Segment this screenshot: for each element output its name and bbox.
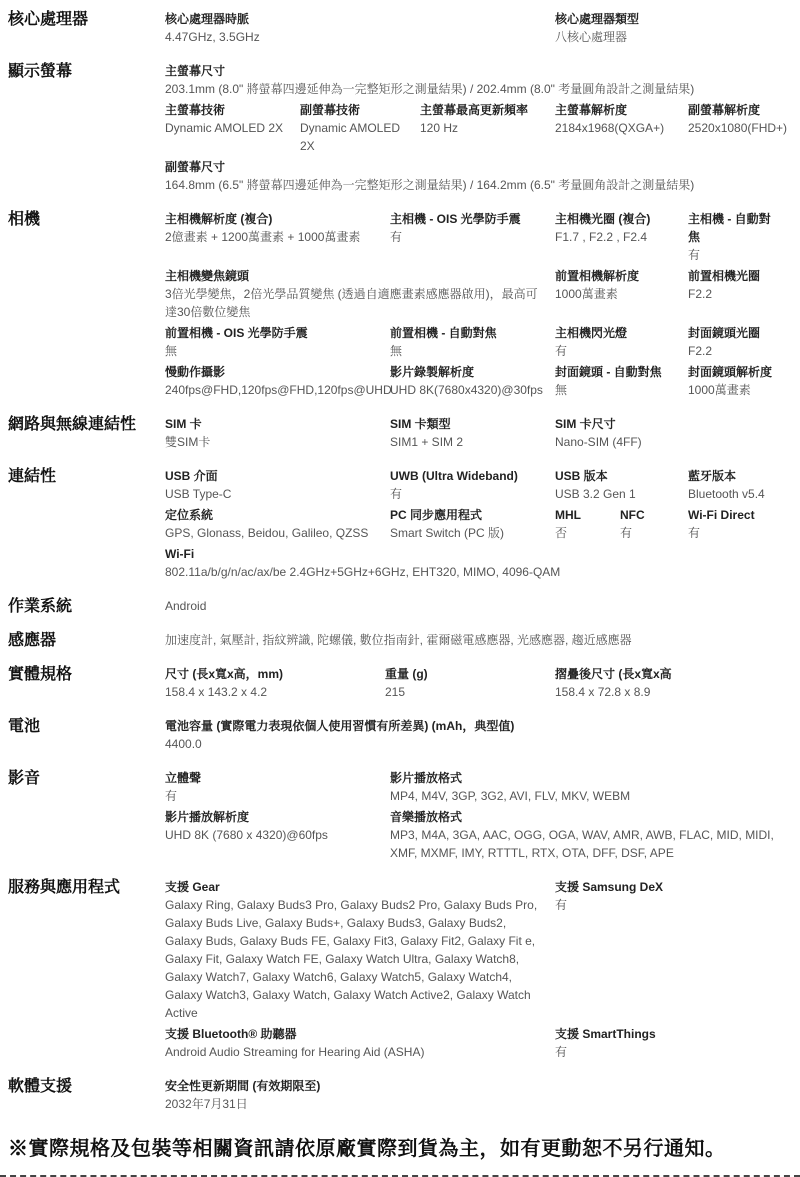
spec-value: 4.47GHz, 3.5GHz [165,30,260,44]
spec-row [165,324,792,360]
spec-label: 安全性更新期間 (有效期限至) [165,1079,321,1093]
spec-row [165,101,792,155]
spec-cell [390,769,792,805]
spec-cell [165,62,792,98]
spec-label: 主相機 - OIS 光學防手震 [390,212,521,226]
spec-value: Android [165,599,207,613]
spec-value: 有 [555,1045,568,1059]
spec-label: 主相機光圈 (複合) [555,212,651,226]
spec-cell [390,324,555,360]
spec-cell [300,101,420,155]
spec-value: F1.7 , F2.2 , F2.4 [555,230,648,244]
spec-label: 摺疊後尺寸 (長x寬x高 [555,667,672,681]
spec-cell [165,631,792,649]
spec-cell [555,267,688,303]
spec-value: 否 [555,526,568,540]
spec-value: 120 Hz [420,121,459,135]
spec-value: 有 [620,526,633,540]
spec-row [165,363,792,399]
spec-label: 核心處理器時脈 [165,12,250,26]
spec-cell [555,1025,792,1061]
spec-label: 副螢幕技術 [300,103,361,117]
spec-row [165,62,792,98]
spec-value: 加速度計, 氣壓計, 指紋辨識, 陀螺儀, 數位指南針, 霍爾磁電感應器, 光感應器, 趨近感應器 [165,633,632,647]
spec-row [165,808,792,862]
spec-cell [688,324,792,360]
section-content [165,62,792,197]
spec-value: USB Type-C [165,487,232,501]
spec-cell [165,363,390,399]
spec-label: 主相機 - 自動對焦 [688,212,771,244]
spec-section [8,467,792,584]
spec-cell [165,506,390,542]
spec-cell [390,210,555,246]
spec-label: UWB (Ultra Wideband) [390,469,518,483]
section-content [165,631,792,652]
spec-value: Dynamic AMOLED 2X [300,121,401,153]
spec-label: 封面鏡頭 - 自動對焦 [555,365,662,379]
section-content [165,1077,792,1116]
spec-cell [165,415,390,451]
spec-row [165,267,792,321]
spec-row [165,769,792,805]
spec-value: 有 [688,526,701,540]
spec-value: UHD 8K(7680x4320)@30fps [390,383,543,397]
spec-cell [555,10,792,46]
spec-label: 封面鏡頭解析度 [688,365,773,379]
spec-value: Nano-SIM (4FF) [555,435,642,449]
spec-cell [390,467,555,503]
spec-cell [390,808,792,862]
spec-value: 有 [688,248,701,262]
spec-cell [555,878,792,914]
spec-value: F2.2 [688,287,713,301]
spec-section [8,769,792,865]
spec-label: SIM 卡類型 [390,417,451,431]
spec-cell [165,324,390,360]
spec-label: 影片錄製解析度 [390,365,475,379]
spec-label: USB 版本 [555,469,608,483]
spec-label: 支援 SmartThings [555,1027,656,1041]
spec-cell [620,506,688,542]
spec-section [8,415,792,454]
spec-label: 前置相機 - 自動對焦 [390,326,497,340]
section-title: 顯示螢幕 [8,63,73,80]
spec-value: 2億畫素 + 1200萬畫素 + 1000萬畫素 [165,230,361,244]
spec-row [165,1025,792,1061]
spec-value: 有 [390,487,403,501]
spec-row [165,631,792,649]
spec-cell [688,101,792,137]
spec-cell [165,769,390,805]
spec-label: SIM 卡 [165,417,202,431]
section-title: 連結性 [8,468,57,485]
spec-value: 1000萬畫素 [555,287,618,301]
spec-label: 主相機變焦鏡頭 [165,269,250,283]
spec-label: 影片播放格式 [390,771,463,785]
spec-label: 主螢幕技術 [165,103,226,117]
spec-cell [555,506,620,542]
section-title: 作業系統 [8,598,73,615]
section-content [165,665,792,704]
spec-value: GPS, Glonass, Beidou, Galileo, QZSS [165,526,369,540]
spec-row [165,210,792,264]
spec-section [8,717,792,756]
spec-section [8,597,792,618]
spec-cell [420,101,555,137]
spec-row [165,10,792,46]
spec-label: 影片播放解析度 [165,810,250,824]
spec-value: 有 [555,344,568,358]
spec-value: 八核心處理器 [555,30,628,44]
spec-cell [165,158,792,194]
spec-cell [165,545,792,581]
section-content [165,878,792,1064]
spec-value: 有 [390,230,403,244]
spec-value: 3倍光學變焦，2倍光學品質變焦 (透過自適應畫素感應器啟用)，最高可達30倍數位變焦 [165,287,538,319]
spec-value: 203.1mm (8.0" 將螢幕四邊延伸為一完整矩形之測量結果) / 202.4mm (8.0" 考量圓角設計之測量結果) [165,82,695,96]
spec-value: Dynamic AMOLED 2X [165,121,284,135]
spec-label: 慢動作攝影 [165,365,226,379]
spec-table [8,10,792,1116]
spec-cell [390,506,555,542]
spec-value: 158.4 x 143.2 x 4.2 [165,685,268,699]
spec-section [8,878,792,1064]
spec-label: 尺寸 (長x寬x高，mm) [165,667,284,681]
spec-label: MHL [555,508,581,522]
spec-cell [555,324,688,360]
spec-row [165,717,792,753]
section-content [165,415,792,454]
spec-section [8,10,792,49]
spec-label: 定位系統 [165,508,214,522]
spec-cell [555,665,792,701]
spec-cell [555,363,688,399]
spec-cell [165,717,792,753]
spec-cell [165,597,792,615]
section-content [165,467,792,584]
spec-cell [555,210,688,246]
spec-cell [688,506,792,542]
spec-value: 無 [555,383,568,397]
spec-label: 前置相機光圈 [688,269,761,283]
spec-row [165,597,792,615]
spec-label: 封面鏡頭光圈 [688,326,761,340]
spec-value: 雙SIM卡 [165,435,211,449]
spec-cell [688,267,792,303]
spec-label: PC 同步應用程式 [390,508,483,522]
section-title: 服務與應用程式 [8,879,121,896]
spec-value: MP3, M4A, 3GA, AAC, OGG, OGA, WAV, AMR, AWB, FLAC, MID, MIDI, XMF, MXMF, IMY, RTTTL, RTX, OTA, DFF, DSF, APE [390,828,774,860]
spec-label: 電池容量 (實際電力表現依個人使用習慣有所差異) (mAh，典型值) [165,719,515,733]
spec-section [8,1077,792,1116]
disclaimer-note: ※實際規格及包裝等相關資訊請依原廠實際到貨為主，如有更動恕不另行通知。 [8,1138,726,1160]
spec-label: 前置相機 - OIS 光學防手震 [165,326,308,340]
spec-value: 2032年7月31日 [165,1097,248,1111]
spec-cell [165,878,555,1022]
spec-value: F2.2 [688,344,713,358]
spec-label: 支援 Gear [165,880,220,894]
spec-label: 主相機解析度 (複合) [165,212,273,226]
spec-label: 支援 Samsung DeX [555,880,664,894]
spec-cell [165,1025,555,1061]
spec-label: NFC [620,508,645,522]
spec-value: Android Audio Streaming for Hearing Aid (ASHA) [165,1045,425,1059]
spec-cell [385,665,555,701]
spec-row [165,506,792,542]
spec-cell [688,210,792,264]
spec-cell [165,1077,792,1113]
spec-value: 無 [165,344,178,358]
spec-label: 支援 Bluetooth® 助聽器 [165,1027,297,1041]
spec-cell [165,467,390,503]
spec-cell [688,363,792,399]
section-title: 軟體支援 [8,1078,73,1095]
spec-section [8,665,792,704]
spec-row [165,158,792,194]
spec-value: 240fps@FHD,120fps@FHD,120fps@UHD [165,383,392,397]
spec-value: Bluetooth v5.4 [688,487,765,501]
spec-value: USB 3.2 Gen 1 [555,487,636,501]
spec-value: 有 [165,789,178,803]
spec-row [165,1077,792,1113]
spec-value: 158.4 x 72.8 x 8.9 [555,685,651,699]
spec-label: Wi-Fi [165,547,195,561]
section-title: 影音 [8,770,41,787]
spec-label: 主相機閃光燈 [555,326,628,340]
spec-value: 2184x1968(QXGA+) [555,121,665,135]
spec-cell [390,363,555,399]
spec-row [165,467,792,503]
spec-value: 無 [390,344,403,358]
spec-label: 立體聲 [165,771,202,785]
spec-label: 前置相機解析度 [555,269,640,283]
section-title: 感應器 [8,632,57,649]
spec-row [165,415,792,451]
spec-value: UHD 8K (7680 x 4320)@60fps [165,828,328,842]
spec-cell [688,467,792,503]
spec-label: 核心處理器類型 [555,12,640,26]
spec-cell [555,101,688,137]
spec-value: 有 [555,898,568,912]
spec-label: 藍牙版本 [688,469,737,483]
spec-label: 主螢幕解析度 [555,103,628,117]
spec-label: 副螢幕解析度 [688,103,761,117]
spec-cell [165,10,555,46]
section-title: 電池 [8,718,41,735]
spec-value: 1000萬畫素 [688,383,751,397]
spec-label: 主螢幕尺寸 [165,64,226,78]
spec-label: 音樂播放格式 [390,810,463,824]
spec-value: Galaxy Ring, Galaxy Buds3 Pro, Galaxy Buds2 Pro, Galaxy Buds Pro, Galaxy Buds Live, Galaxy Buds+, Galaxy Buds3, Galaxy Buds2, Galaxy Buds, Galaxy Buds FE, Galaxy Fit3, Galaxy Fit2, Galaxy Fit e, Galaxy Fit, Galaxy Watch FE, Galaxy Watch Ultra, Galaxy Watch8, Galaxy Watch7, Galaxy Watch6, Galaxy Watch5, Galaxy Watch4, Galaxy Watch3, Galaxy Watch, Galaxy Watch Active2, Galaxy Watch Active [165,898,538,1020]
spec-cell [390,415,555,451]
section-title: 實體規格 [8,666,73,683]
spec-label: USB 介面 [165,469,218,483]
spec-value: 164.8mm (6.5" 將螢幕四邊延伸為一完整矩形之測量結果) / 164.2mm (6.5" 考量圓角設計之測量結果) [165,178,695,192]
section-content [165,717,792,756]
spec-cell [165,665,385,701]
spec-cell [165,267,555,321]
spec-value: Smart Switch (PC 版) [390,526,505,540]
spec-cell [555,467,688,503]
spec-label: SIM 卡尺寸 [555,417,616,431]
spec-row [165,665,792,701]
section-content [165,597,792,618]
section-content [165,210,792,402]
spec-label: Wi-Fi Direct [688,508,755,522]
spec-label: 主螢幕最高更新頻率 [420,103,529,117]
spec-section [8,631,792,652]
spec-row [165,545,792,581]
spec-value: SIM1 + SIM 2 [390,435,464,449]
section-content [165,10,792,49]
section-content [165,769,792,865]
section-title: 相機 [8,211,41,228]
spec-value: 215 [385,685,406,699]
spec-section [8,62,792,197]
spec-cell [165,101,300,137]
spec-value: 2520x1080(FHD+) [688,121,788,135]
section-title: 核心處理器 [8,11,89,28]
spec-label: 副螢幕尺寸 [165,160,226,174]
spec-cell [165,210,390,246]
section-title: 網路與無線連結性 [8,416,137,433]
spec-value: MP4, M4V, 3GP, 3G2, AVI, FLV, MKV, WEBM [390,789,631,803]
spec-label: 重量 (g) [385,667,428,681]
spec-section [8,210,792,402]
spec-cell [555,415,792,451]
spec-cell [165,808,390,844]
spec-row [165,878,792,1022]
spec-value: 4400.0 [165,737,202,751]
spec-value: 802.11a/b/g/n/ac/ax/be 2.4GHz+5GHz+6GHz, EHT320, MIMO, 4096-QAM [165,565,561,579]
